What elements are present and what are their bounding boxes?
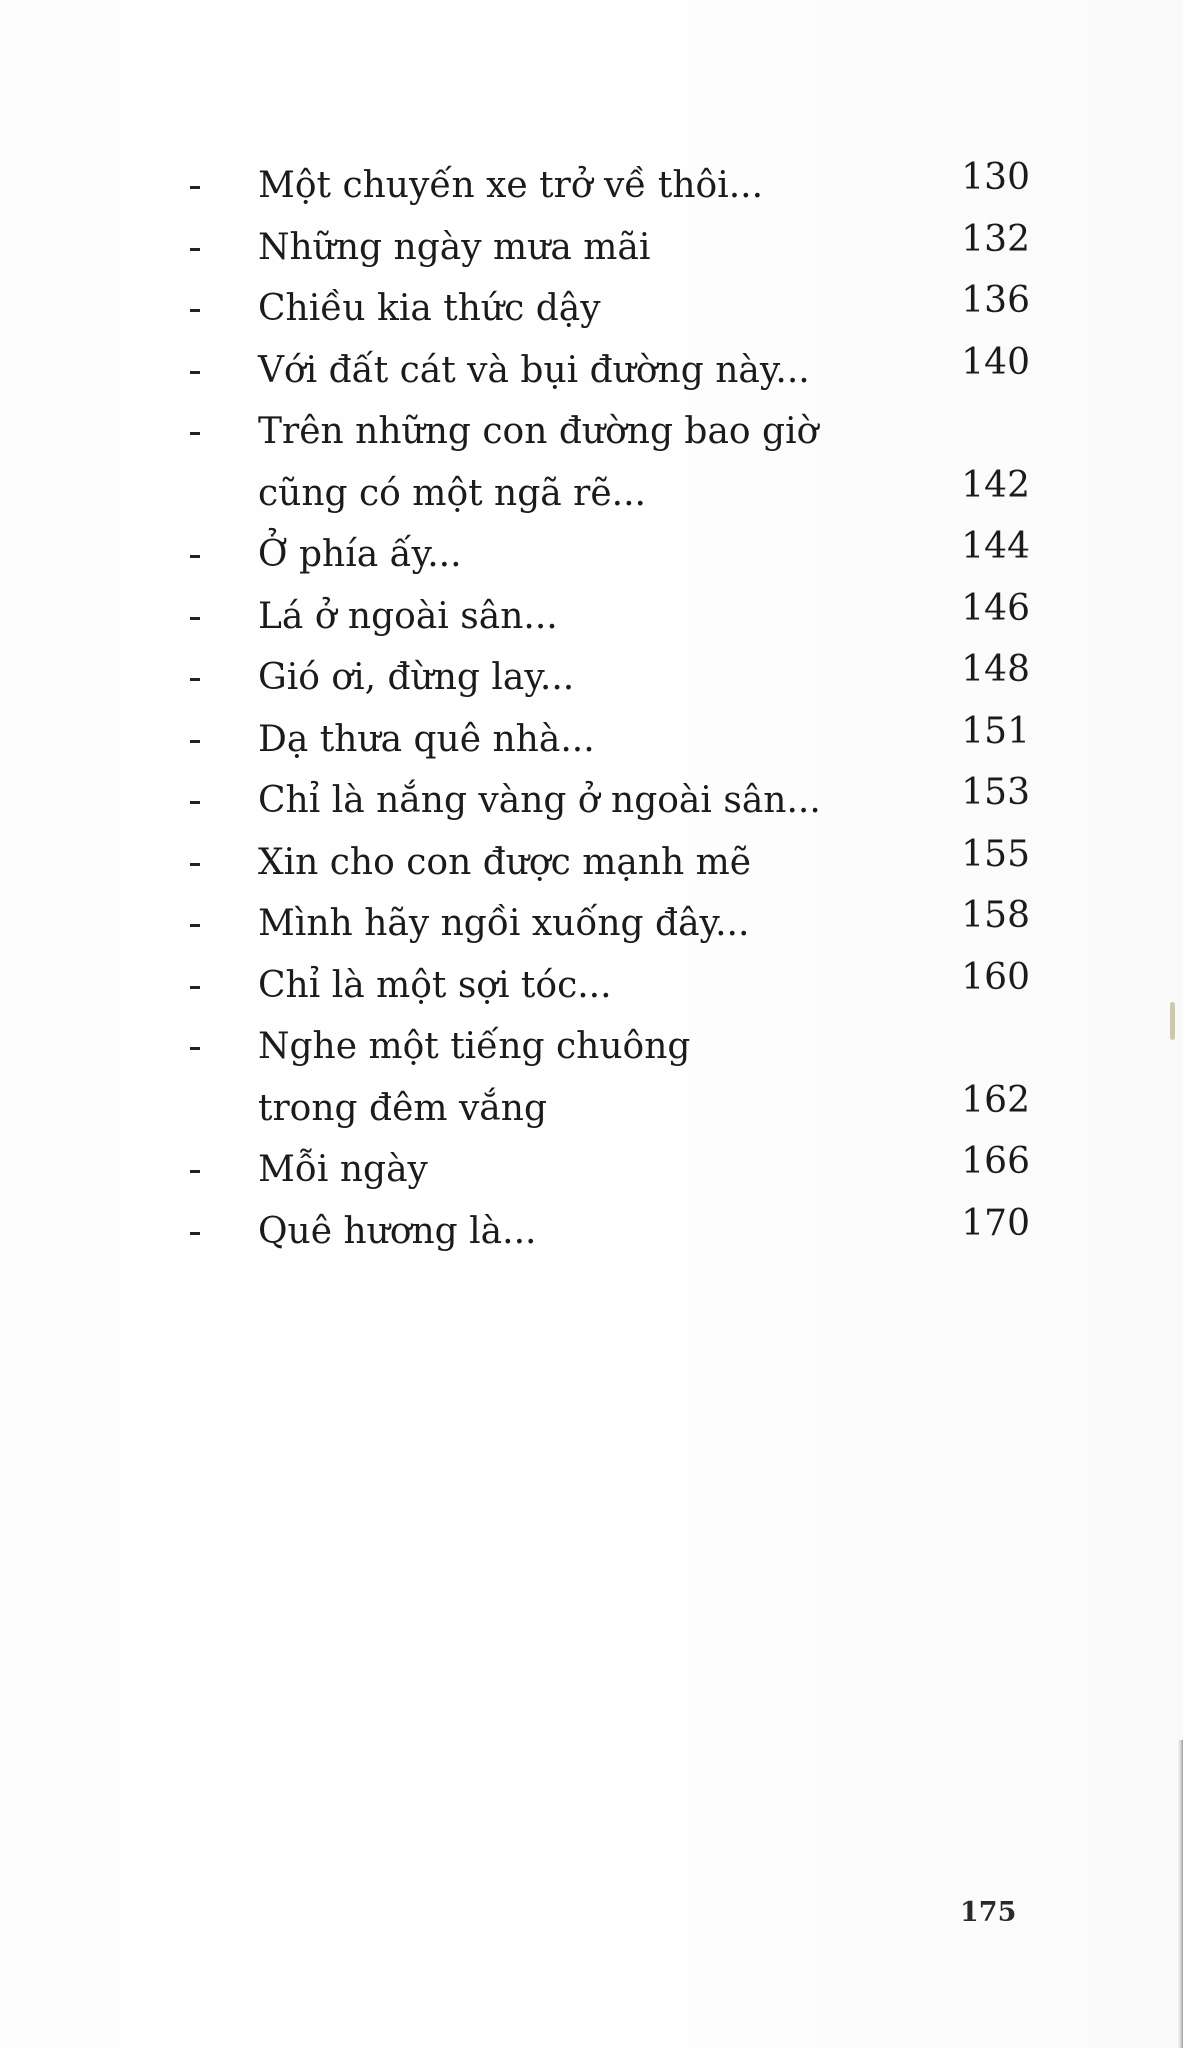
toc-entry-page: 132 <box>961 218 1030 260</box>
bullet-dash <box>190 248 200 251</box>
toc-entry <box>190 710 1030 776</box>
toc-entry-title: Chỉ là nắng vàng ở ngoài sân... <box>258 780 821 821</box>
toc-entry-page: 136 <box>961 280 1030 321</box>
toc-entry-title: Gió ơi, đừng lay... <box>258 657 575 698</box>
toc-entry-page: 166 <box>961 1141 1030 1182</box>
toc-entry <box>190 649 1030 714</box>
toc-entry-title: cũng có một ngã rẽ... <box>258 472 647 514</box>
toc-entry <box>190 895 1030 960</box>
toc-entry-title: Ở phía ấy... <box>258 534 462 575</box>
toc-entry <box>190 526 1030 591</box>
bullet-dash <box>190 678 200 681</box>
toc-entry-continuation <box>190 464 1030 530</box>
bullet-dash <box>190 986 200 989</box>
toc-entry-title: Dạ thưa quê nhà... <box>258 718 595 760</box>
toc-entry-page: 146 <box>961 587 1030 629</box>
toc-entry-page: 130 <box>961 157 1030 198</box>
toc-entry-title: Chiều kia thức dậy <box>258 288 601 329</box>
toc-entry-page: 153 <box>961 772 1030 813</box>
toc-entry-page: 148 <box>961 649 1030 690</box>
toc-entry-title: Mỗi ngày <box>258 1149 428 1190</box>
toc-entry <box>190 406 1030 468</box>
bullet-dash <box>190 309 200 312</box>
toc-entry-title: Chỉ là một sợi tóc... <box>258 964 612 1006</box>
page-number: 175 <box>960 1897 1017 1928</box>
toc-entry-title: Một chuyến xe trở về thôi... <box>258 165 764 206</box>
bullet-dash <box>190 924 200 927</box>
toc-entry-title: trong đêm vắng <box>258 1087 547 1129</box>
toc-entry <box>190 833 1030 899</box>
bullet-dash <box>190 1232 200 1235</box>
toc-entry-title: Nghe một tiếng chuông <box>258 1026 691 1067</box>
toc-entry-continuation <box>190 1079 1030 1145</box>
toc-entry <box>190 341 1030 407</box>
table-of-contents <box>190 157 1030 1267</box>
toc-entry-title: Với đất cát và bụi đường này... <box>258 349 810 391</box>
toc-entry-page: 158 <box>961 895 1030 936</box>
toc-entry-page: 160 <box>961 956 1030 998</box>
toc-entry-page: 142 <box>961 464 1030 506</box>
bullet-dash <box>190 617 200 620</box>
bullet-dash <box>190 863 200 866</box>
toc-entry-page: 151 <box>961 710 1030 752</box>
toc-entry <box>190 157 1030 222</box>
toc-entry <box>190 1202 1030 1268</box>
bullet-dash <box>190 1170 200 1173</box>
toc-entry <box>190 772 1030 837</box>
bullet-dash <box>190 371 200 374</box>
toc-entry-title: Lá ở ngoài sân... <box>258 595 558 637</box>
toc-entry-page: 170 <box>961 1202 1030 1244</box>
bullet-dash <box>190 801 200 804</box>
toc-entry-page: 155 <box>961 833 1030 875</box>
bullet-dash <box>190 432 200 435</box>
toc-entry-title: Những ngày mưa mãi <box>258 226 651 268</box>
toc-entry-page: 162 <box>961 1079 1030 1121</box>
toc-entry-title: Quê hương là... <box>258 1210 537 1252</box>
toc-entry <box>190 1021 1030 1083</box>
toc-entry <box>190 587 1030 653</box>
toc-entry <box>190 956 1030 1022</box>
bullet-dash <box>190 740 200 743</box>
toc-entry-title: Mình hãy ngồi xuống đây... <box>258 903 750 944</box>
toc-entry-page: 140 <box>961 341 1030 383</box>
toc-entry-title: Xin cho con được mạnh mẽ <box>258 841 752 883</box>
bullet-dash <box>190 555 200 558</box>
page-edge-shadow <box>1177 1740 1183 2048</box>
bullet-dash <box>190 1047 200 1050</box>
toc-entry-title: Trên những con đường bao giờ <box>258 411 819 452</box>
toc-entry <box>190 218 1030 284</box>
paper-mark <box>1170 1002 1175 1040</box>
toc-entry-page: 144 <box>961 526 1030 567</box>
toc-entry <box>190 1141 1030 1206</box>
bullet-dash <box>190 186 200 189</box>
toc-entry <box>190 280 1030 345</box>
